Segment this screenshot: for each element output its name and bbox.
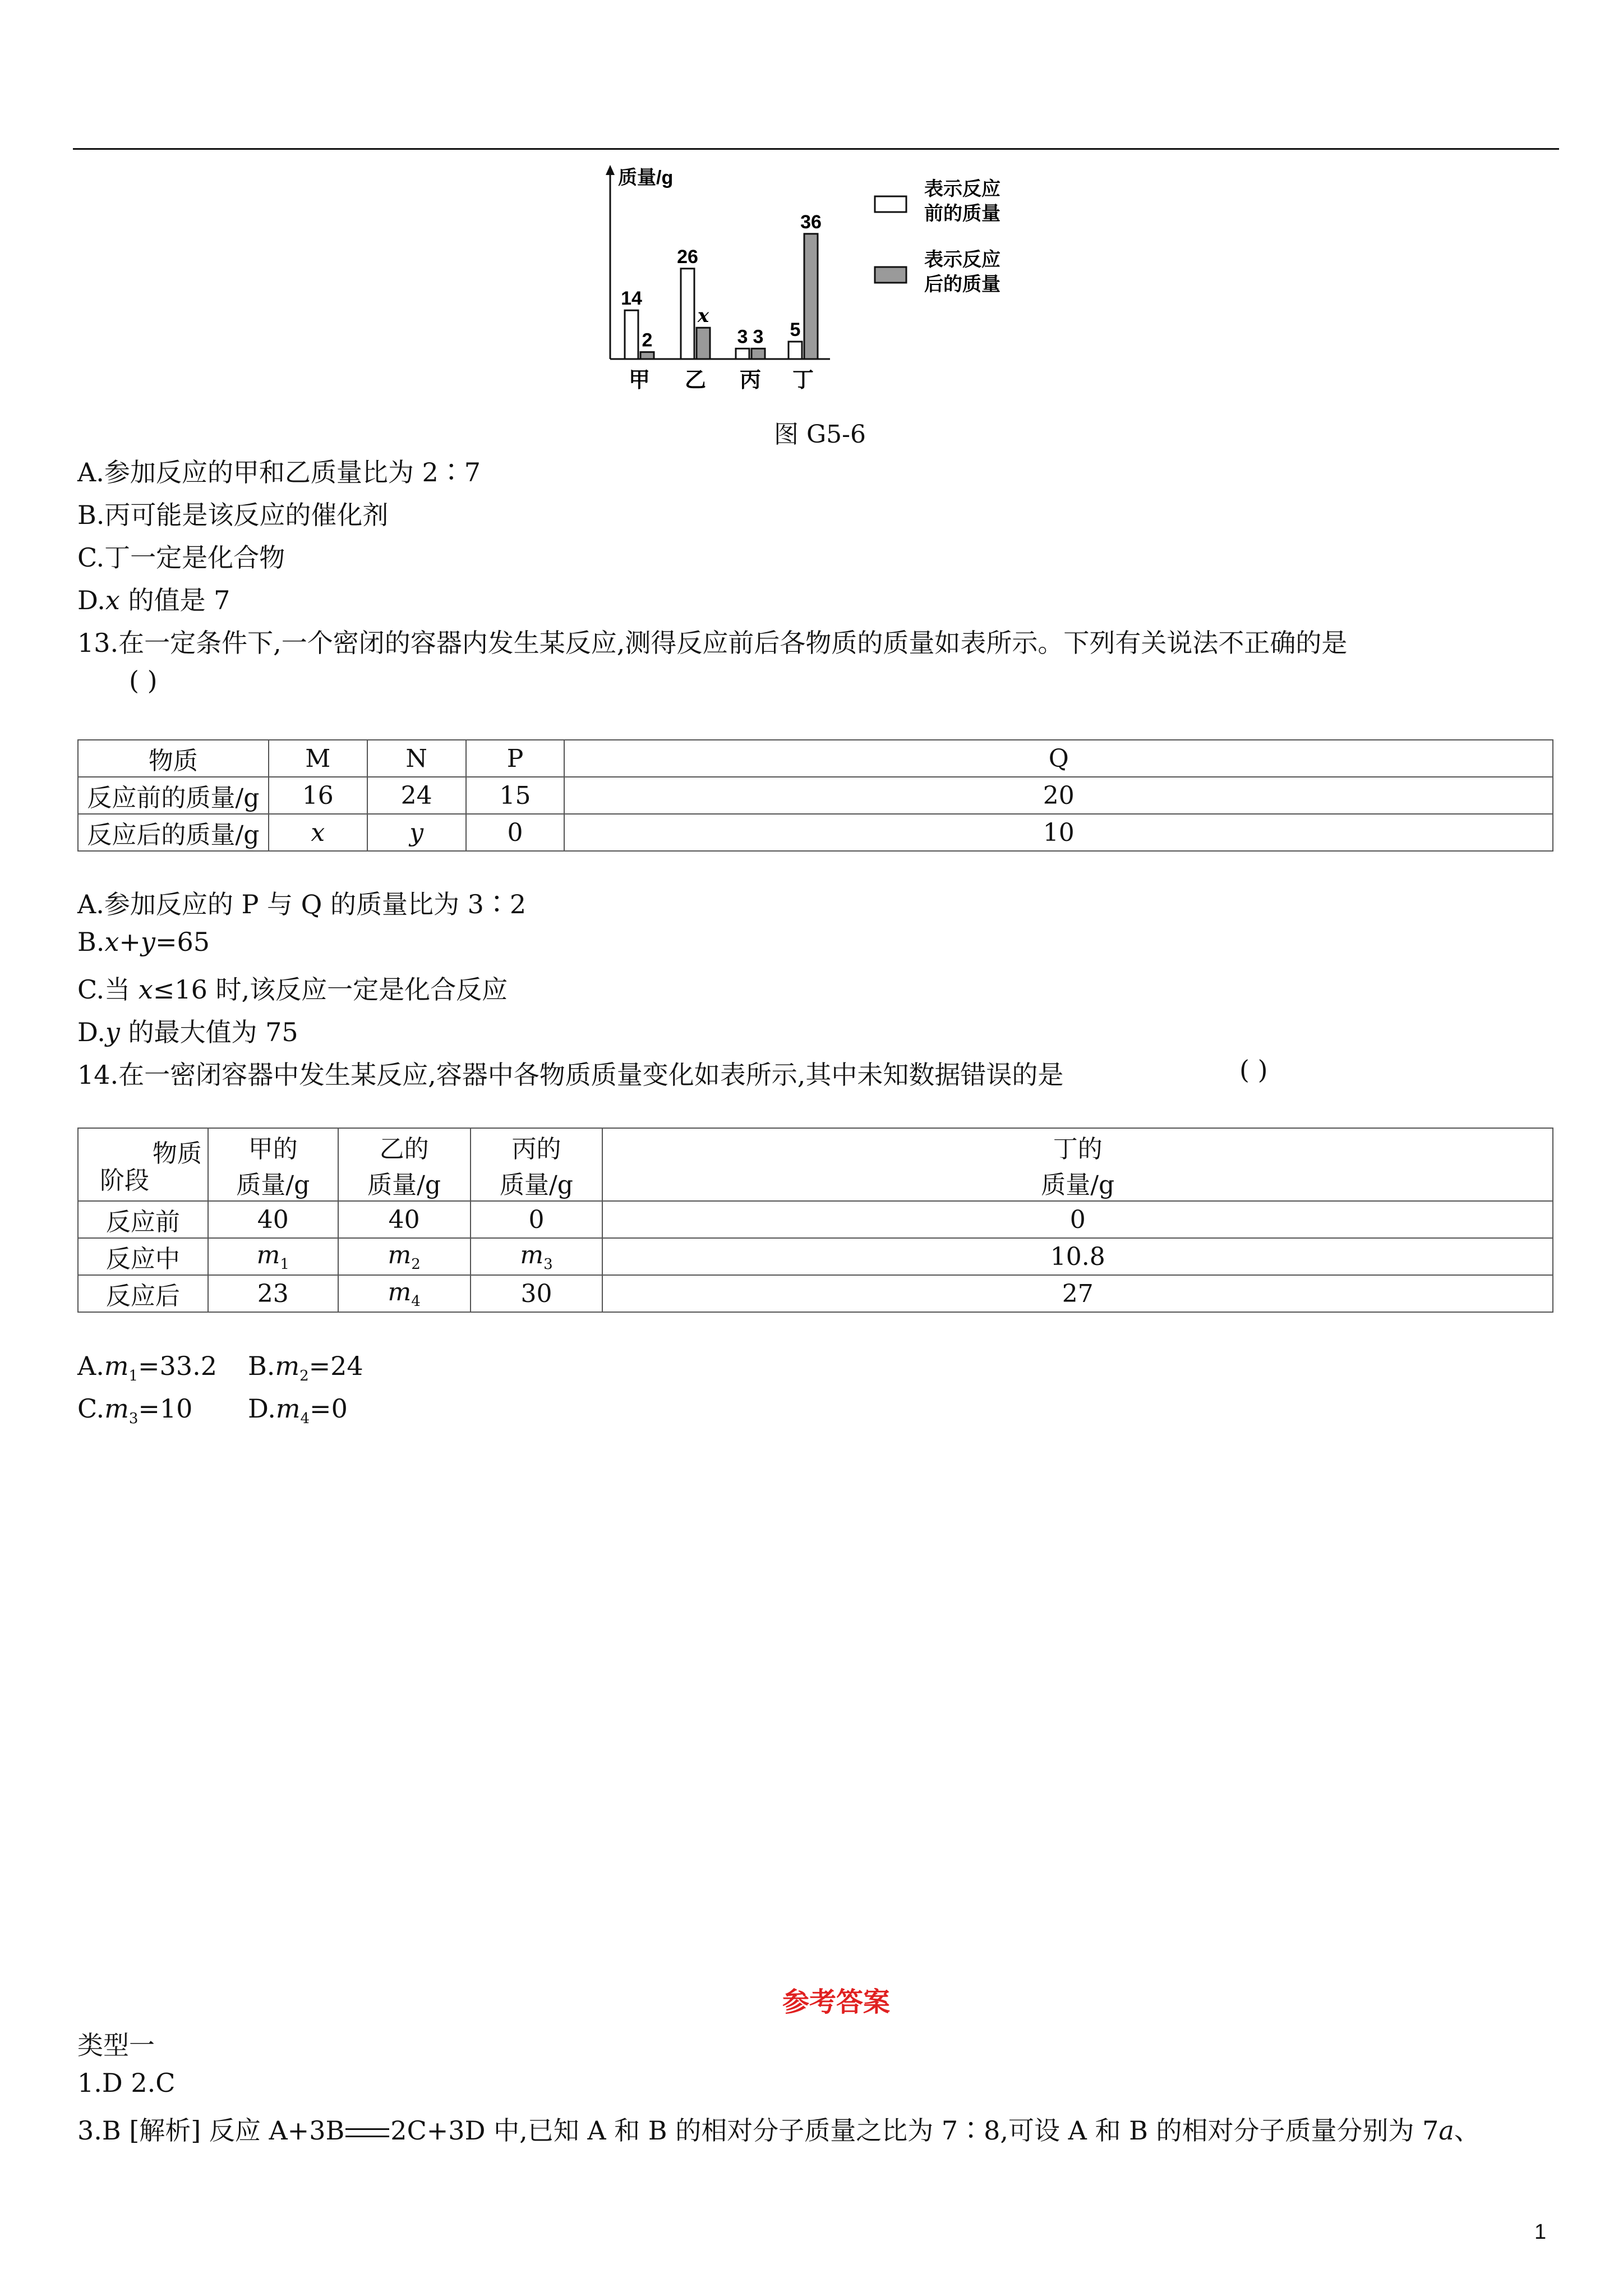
option-value: =24 <box>308 1351 363 1381</box>
table-cell <box>208 1238 338 1275</box>
q12-option-d <box>77 580 230 617</box>
q13-option-d-y: y <box>105 1017 120 1047</box>
var-m: m <box>275 1393 301 1424</box>
q14-th-jia <box>208 1128 338 1201</box>
option-value: =0 <box>310 1393 348 1424</box>
data-label: 3 <box>737 326 748 348</box>
legend-swatch-before <box>875 196 906 212</box>
q12-option-d-var: x <box>105 585 120 615</box>
bar <box>681 269 694 359</box>
q13-option-d-prefix: D. <box>77 1017 105 1047</box>
q12-option-c: C.丁一定是化合物 <box>77 542 285 573</box>
header-line: 乙的 <box>379 1135 429 1163</box>
data-label: 5 <box>790 319 801 341</box>
q12-option-d-prefix: D. <box>77 585 105 615</box>
legend-label: 表示反应 <box>924 178 1000 200</box>
data-label: 3 <box>753 326 764 348</box>
data-label: x <box>697 305 709 328</box>
data-label: 2 <box>642 329 653 351</box>
q14-th-diagonal <box>78 1128 208 1201</box>
var-subscript: 2 <box>411 1255 421 1273</box>
table-cell: x <box>269 814 367 851</box>
answer-line-2-var: a <box>1438 2115 1454 2146</box>
q14-th-stage: 阶段 <box>100 1166 149 1195</box>
var-subscript: 3 <box>128 1410 139 1428</box>
var-subscript: 2 <box>299 1368 309 1385</box>
q14-th-yi <box>338 1128 471 1201</box>
var-subscript: 4 <box>411 1292 421 1310</box>
legend-label: 表示反应 <box>924 249 1000 270</box>
option-value: =10 <box>138 1393 193 1424</box>
var-subscript: 1 <box>280 1255 289 1273</box>
option-value: =33.2 <box>138 1351 217 1381</box>
header-line: 丁的 <box>1053 1135 1103 1163</box>
table-cell: 反应中 <box>78 1238 208 1275</box>
data-label: 26 <box>677 246 698 268</box>
bar <box>697 328 710 359</box>
q14-option-a <box>77 1351 217 1384</box>
bar <box>789 342 802 359</box>
answer-line-2 <box>77 2110 1480 2147</box>
table-cell: 0 <box>602 1201 1553 1238</box>
answer-line-2-end: 、 <box>1454 2115 1480 2146</box>
x-tick-label: 乙 <box>684 369 707 392</box>
header-line: 质量/g <box>367 1171 441 1199</box>
x-tick-label: 甲 <box>628 369 651 392</box>
q13-option-c-prefix: C.当 <box>77 974 139 1005</box>
table-cell: y <box>367 814 466 851</box>
q14-table-header-row <box>78 1128 1553 1201</box>
header-rule <box>73 148 1559 150</box>
var-m: m <box>256 1240 280 1269</box>
header-line: 丙的 <box>511 1135 561 1163</box>
q14-th-bing <box>471 1128 603 1201</box>
table-cell: 16 <box>269 777 367 814</box>
header-line: 质量/g <box>1041 1171 1115 1199</box>
table-cell: 20 <box>564 777 1553 814</box>
q14-th-ding <box>602 1128 1553 1201</box>
header-line: 质量/g <box>499 1171 573 1199</box>
q14-stem: 14.在一密闭容器中发生某反应,容器中各物质质量变化如表所示,其中未知数据错误的是 <box>77 1060 1064 1090</box>
option-prefix: D. <box>248 1393 276 1424</box>
table-cell: 27 <box>602 1275 1553 1312</box>
q14-answer-paren: ( ) <box>1239 1055 1268 1085</box>
var-subscript: 4 <box>300 1410 310 1428</box>
bar <box>625 310 638 359</box>
q13-table-row-after <box>78 814 1553 851</box>
q13-option-b <box>77 927 210 957</box>
q13-th-m: M <box>269 740 367 777</box>
q13-option-c-text: ≤16 时,该反应一定是化合反应 <box>153 974 508 1005</box>
table-row <box>78 1275 1553 1312</box>
q13-answer-paren: ( ) <box>129 665 158 696</box>
legend-label: 后的质量 <box>924 274 1000 295</box>
table-cell: 0 <box>471 1201 603 1238</box>
equation-double-bar <box>345 2128 389 2137</box>
data-label: 36 <box>800 211 822 233</box>
q14-option-c <box>77 1393 192 1427</box>
x-tick-label: 丁 <box>792 369 814 392</box>
table-cell: 40 <box>338 1201 471 1238</box>
table-cell: 24 <box>367 777 466 814</box>
q13-option-b-y: y <box>140 927 155 957</box>
q14-table <box>77 1128 1553 1313</box>
q13-option-c-x: x <box>138 974 153 1005</box>
bar <box>736 348 749 359</box>
answer-line-2-pre: 3.B [解析] 反应 A+3B <box>77 2115 345 2146</box>
table-cell: 40 <box>208 1201 338 1238</box>
answer-line-2-post: 2C+3D 中,已知 A 和 B 的相对分子质量之比为 7∶8,可设 A 和 B 的相对分子质量分别为 7 <box>390 2115 1439 2146</box>
var-subscript: 3 <box>543 1255 553 1273</box>
bar-chart-figure <box>583 157 1088 404</box>
table-cell: 反应前 <box>78 1201 208 1238</box>
q12-option-a: A.参加反应的甲和乙质量比为 2∶7 <box>77 457 481 487</box>
q13-stem: 13.在一定条件下,一个密闭的容器内发生某反应,测得反应前后各物质的质量如表所示。下列有关说法不正确的是 <box>77 628 1348 658</box>
var-m: m <box>388 1240 412 1269</box>
bar <box>804 234 818 359</box>
figure-caption: 图 G5-6 <box>774 420 866 449</box>
legend-label: 前的质量 <box>924 203 1000 224</box>
table-cell: 23 <box>208 1275 338 1312</box>
page-number: 1 <box>1534 2220 1547 2244</box>
bar <box>751 348 765 359</box>
table-cell: 30 <box>471 1275 603 1312</box>
q13-option-d-text: 的最大值为 75 <box>119 1017 298 1047</box>
table-cell: 10.8 <box>602 1238 1553 1275</box>
answer-line-1: 1.D 2.C <box>77 2068 176 2098</box>
header-line: 质量/g <box>236 1171 310 1199</box>
table-cell <box>338 1275 471 1312</box>
q13-th-n: N <box>367 740 466 777</box>
table-cell: 反应后 <box>78 1275 208 1312</box>
var-m: m <box>275 1351 300 1381</box>
var-m: m <box>388 1277 412 1306</box>
q13-option-d <box>77 1012 298 1049</box>
q13-option-a: A.参加反应的 P 与 Q 的质量比为 3∶2 <box>77 889 527 919</box>
var-m: m <box>520 1240 544 1269</box>
q13-option-b-plus: + <box>119 927 141 957</box>
table-cell: 0 <box>466 814 565 851</box>
answer-key-title: 参考答案 <box>782 1986 891 2018</box>
table-row <box>78 1201 1553 1238</box>
legend-swatch-after <box>875 267 906 283</box>
table-cell: 15 <box>466 777 565 814</box>
var-m: m <box>104 1351 129 1381</box>
option-prefix: A. <box>77 1351 104 1381</box>
q13-option-b-text: =65 <box>155 927 210 957</box>
q13-table-row-before <box>78 777 1553 814</box>
y-axis-arrow <box>606 165 615 175</box>
y-axis-label: 质量/g <box>618 167 674 188</box>
table-cell: 10 <box>564 814 1553 851</box>
bar-chart <box>583 157 1088 404</box>
q14-th-substance: 物质 <box>152 1139 202 1168</box>
header-line: 甲的 <box>248 1135 298 1163</box>
q13-th-q: Q <box>564 740 1553 777</box>
var-m: m <box>104 1393 129 1424</box>
q13-table-header-row <box>78 740 1553 777</box>
table-cell <box>471 1238 603 1275</box>
answer-type-heading: 类型一 <box>77 2030 155 2060</box>
q13-option-b-prefix: B. <box>77 927 105 957</box>
q12-option-d-text: 的值是 7 <box>119 585 230 615</box>
var-subscript: 1 <box>128 1368 139 1385</box>
q14-option-d <box>248 1393 348 1427</box>
q13-table <box>77 739 1553 852</box>
table-cell: 反应前的质量/g <box>78 777 269 814</box>
q13-option-b-x: x <box>104 927 119 957</box>
bar <box>640 352 654 359</box>
q14-option-b <box>248 1351 363 1384</box>
table-row <box>78 1238 1553 1275</box>
table-cell <box>338 1238 471 1275</box>
option-prefix: B. <box>248 1351 275 1381</box>
q13-option-c <box>77 969 508 1006</box>
table-cell: 反应后的质量/g <box>78 814 269 851</box>
x-tick-label: 丙 <box>739 369 762 392</box>
q13-th-substance: 物质 <box>78 740 269 777</box>
q13-th-p: P <box>466 740 565 777</box>
data-label: 14 <box>621 288 642 310</box>
option-prefix: C. <box>77 1393 105 1424</box>
q12-option-b: B.丙可能是该反应的催化剂 <box>77 500 389 530</box>
